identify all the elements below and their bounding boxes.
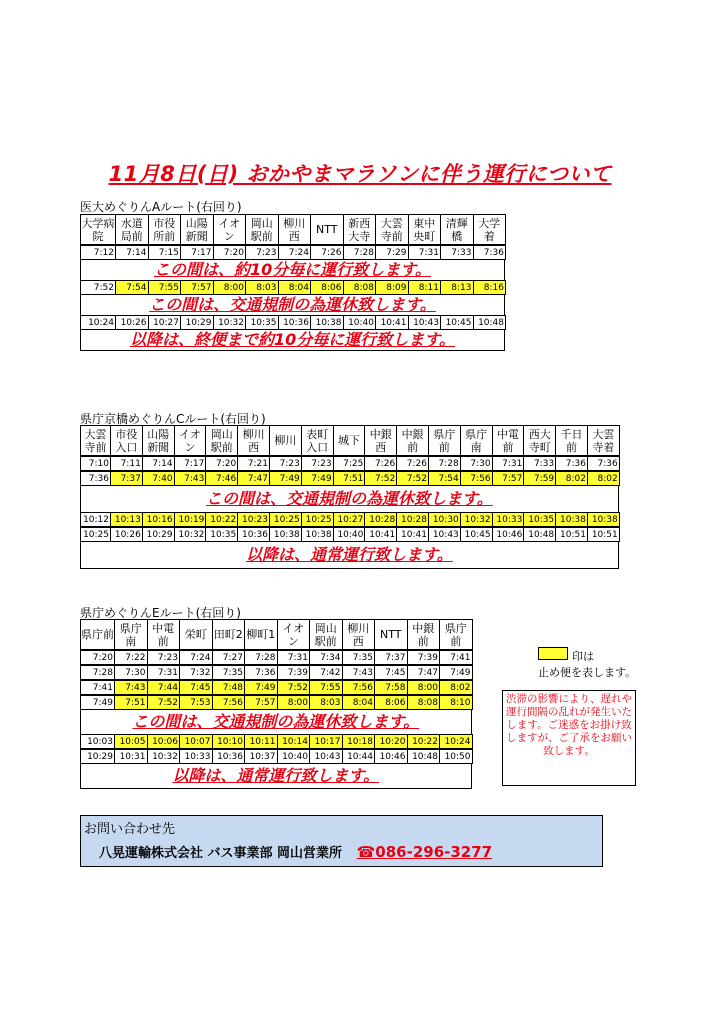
stop-header: 中銀西 — [365, 426, 397, 456]
contact-company: 八晃運輸株式会社 バス事業部 岡山営業所 — [99, 846, 343, 861]
time-cell: 7:51 — [115, 696, 148, 710]
time-cell: 10:28 — [365, 513, 397, 527]
time-cell: 10:40 — [343, 316, 376, 330]
time-cell: 7:26 — [397, 457, 429, 471]
table-row — [81, 281, 506, 295]
stop-header: 山陽新聞 — [142, 426, 174, 456]
time-cell: 7:47 — [238, 472, 270, 486]
stop-header: 市役入口 — [111, 426, 143, 456]
time-cell: 10:32 — [213, 316, 246, 330]
stop-header: 柳川西 — [342, 620, 375, 650]
time-cell: 7:26 — [311, 246, 344, 260]
time-cell: 10:43 — [408, 316, 441, 330]
time-cell: 7:37 — [375, 651, 408, 665]
time-cell: 7:52 — [81, 281, 116, 295]
table-row — [81, 513, 620, 527]
stop-header: 東中央町 — [408, 215, 441, 245]
time-cell: 7:53 — [180, 696, 213, 710]
stop-header: 大学着 — [473, 215, 506, 245]
time-cell: 10:51 — [556, 528, 588, 542]
contact-box — [80, 815, 603, 867]
time-cell: 7:31 — [277, 651, 310, 665]
stop-header: 県庁前 — [81, 620, 115, 650]
time-cell: 8:11 — [408, 281, 441, 295]
stop-header: 岡山駅前 — [246, 215, 279, 245]
time-cell: 10:12 — [81, 513, 111, 527]
time-cell: 7:51 — [333, 472, 365, 486]
time-cell: 10:07 — [180, 735, 213, 749]
table-row — [81, 316, 506, 330]
time-cell: 7:35 — [342, 651, 375, 665]
time-cell: 7:52 — [397, 472, 429, 486]
time-cell: 7:54 — [428, 472, 460, 486]
time-cell: 10:35 — [246, 316, 279, 330]
time-cell: 7:57 — [181, 281, 214, 295]
time-cell: 10:51 — [587, 528, 619, 542]
time-cell: 10:48 — [407, 750, 440, 764]
stop-header: 大雲寺前 — [376, 215, 409, 245]
time-cell: 10:40 — [277, 750, 310, 764]
time-cell: 7:28 — [245, 651, 278, 665]
time-cell: 10:43 — [310, 750, 343, 764]
stop-header: 中電前 — [147, 620, 180, 650]
time-cell: 10:36 — [212, 750, 245, 764]
time-cell: 7:42 — [310, 666, 343, 680]
schedule-note: 以降は、通常運行致します。 — [80, 764, 472, 789]
time-cell: 7:40 — [142, 472, 174, 486]
time-cell: 8:13 — [441, 281, 474, 295]
time-cell: 10:24 — [440, 735, 473, 749]
time-cell: 7:31 — [408, 246, 441, 260]
stop-header: イオン — [174, 426, 206, 456]
time-cell: 8:03 — [246, 281, 279, 295]
time-cell: 7:56 — [342, 681, 375, 695]
time-cell: 7:14 — [116, 246, 149, 260]
time-cell: 10:27 — [333, 513, 365, 527]
time-cell: 10:20 — [375, 735, 408, 749]
time-cell: 10:41 — [376, 316, 409, 330]
time-cell: 10:40 — [333, 528, 365, 542]
time-cell: 7:39 — [407, 651, 440, 665]
table-row — [81, 246, 506, 260]
time-cell: 10:05 — [115, 735, 148, 749]
time-cell: 8:06 — [375, 696, 408, 710]
time-cell: 10:38 — [301, 528, 333, 542]
time-cell: 10:38 — [587, 513, 619, 527]
stop-header: 県庁前 — [428, 426, 460, 456]
time-cell: 7:43 — [174, 472, 206, 486]
time-cell: 10:29 — [142, 528, 174, 542]
contact-phone-link[interactable] — [357, 843, 493, 861]
table-row — [81, 457, 620, 471]
time-cell: 8:00 — [213, 281, 246, 295]
time-cell: 10:13 — [111, 513, 143, 527]
time-cell: 10:45 — [441, 316, 474, 330]
time-cell: 7:27 — [212, 651, 245, 665]
time-cell: 7:45 — [180, 681, 213, 695]
time-cell: 7:41 — [440, 651, 473, 665]
delay-warning: 渋滞の影響により、遅れや運行間隔の乱れが発生いたします。ご迷惑をお掛け致しますが、ご了承をお願い致します。 — [502, 690, 636, 786]
time-cell: 10:31 — [115, 750, 148, 764]
time-cell: 7:49 — [245, 681, 278, 695]
time-cell: 7:54 — [116, 281, 149, 295]
time-cell: 10:25 — [81, 528, 111, 542]
stop-header: 田町2 — [212, 620, 245, 650]
time-cell: 7:32 — [180, 666, 213, 680]
stop-header: NTT — [311, 215, 344, 245]
time-cell: 10:32 — [460, 513, 492, 527]
contact-line — [99, 842, 492, 861]
table-row — [81, 750, 473, 764]
time-cell: 10:41 — [397, 528, 429, 542]
time-cell: 7:31 — [492, 457, 524, 471]
time-cell: 10:36 — [278, 316, 311, 330]
time-cell: 7:45 — [375, 666, 408, 680]
route-a-label: 医大めぐりんAルート(右回り) — [80, 200, 242, 214]
page-title: 11月8日(日) おかやまマラソンに伴う運行について — [108, 162, 612, 186]
time-cell: 7:23 — [269, 457, 301, 471]
schedule-note: この間は、交通規制の為運休致します。 — [80, 486, 619, 512]
time-cell: 10:33 — [180, 750, 213, 764]
time-cell: 10:29 — [181, 316, 214, 330]
table-row — [81, 651, 473, 665]
schedule-note: 以降は、通常運行致します。 — [80, 542, 619, 569]
time-cell: 10:46 — [375, 750, 408, 764]
time-cell: 10:11 — [245, 735, 278, 749]
time-cell: 7:23 — [147, 651, 180, 665]
time-cell: 7:11 — [111, 457, 143, 471]
time-cell: 8:00 — [277, 696, 310, 710]
time-cell: 7:14 — [142, 457, 174, 471]
time-cell: 10:43 — [428, 528, 460, 542]
time-cell: 7:47 — [407, 666, 440, 680]
time-cell: 10:35 — [524, 513, 556, 527]
time-cell: 10:37 — [245, 750, 278, 764]
route-c-label: 県庁京橋めぐりんCルート(右回り) — [80, 412, 266, 426]
time-cell: 7:36 — [81, 472, 111, 486]
time-cell: 10:30 — [428, 513, 460, 527]
time-cell: 7:33 — [524, 457, 556, 471]
stop-header: 柳町1 — [245, 620, 278, 650]
stop-header: 中電前 — [492, 426, 524, 456]
time-cell: 7:12 — [81, 246, 116, 260]
stop-header: 表町入口 — [301, 426, 333, 456]
time-cell: 7:28 — [343, 246, 376, 260]
time-cell: 7:52 — [147, 696, 180, 710]
time-cell: 7:24 — [278, 246, 311, 260]
time-cell: 10:27 — [148, 316, 181, 330]
time-cell: 10:33 — [492, 513, 524, 527]
time-cell: 10:14 — [277, 735, 310, 749]
stop-header: 柳川西 — [278, 215, 311, 245]
contact-phone: 086-296-3277 — [375, 843, 493, 861]
contact-heading: お問い合わせ先 — [84, 822, 176, 837]
stop-header: 水道局前 — [116, 215, 149, 245]
stop-header: 城下 — [333, 426, 365, 456]
time-cell: 7:49 — [81, 696, 115, 710]
time-cell: 10:06 — [147, 735, 180, 749]
table-row — [81, 472, 620, 486]
time-cell: 7:58 — [375, 681, 408, 695]
stop-header: 中銀前 — [397, 426, 429, 456]
time-cell: 7:52 — [277, 681, 310, 695]
stop-header: 栄町 — [180, 620, 213, 650]
time-cell: 7:36 — [473, 246, 506, 260]
table-row — [81, 696, 473, 710]
time-cell: 8:02 — [556, 472, 588, 486]
time-cell: 8:09 — [376, 281, 409, 295]
table-row — [81, 681, 473, 695]
time-cell: 10:38 — [556, 513, 588, 527]
time-cell: 8:03 — [310, 696, 343, 710]
time-cell: 7:30 — [460, 457, 492, 471]
stop-header: 岡山駅前 — [310, 620, 343, 650]
time-cell: 7:15 — [148, 246, 181, 260]
time-cell: 7:21 — [238, 457, 270, 471]
time-cell: 7:36 — [556, 457, 588, 471]
time-cell: 8:02 — [440, 681, 473, 695]
time-cell: 10:24 — [81, 316, 116, 330]
time-cell: 7:26 — [365, 457, 397, 471]
time-cell: 10:19 — [174, 513, 206, 527]
time-cell: 10:22 — [407, 735, 440, 749]
schedule-note: この間は、交通規制の為運休致します。 — [80, 710, 472, 734]
time-cell: 10:25 — [269, 513, 301, 527]
time-cell: 7:35 — [212, 666, 245, 680]
time-cell: 10:45 — [460, 528, 492, 542]
time-cell: 7:36 — [587, 457, 619, 471]
schedule-note: この間は、交通規制の為運休致します。 — [80, 295, 505, 315]
time-cell: 7:49 — [301, 472, 333, 486]
time-cell: 7:28 — [428, 457, 460, 471]
time-cell: 7:55 — [148, 281, 181, 295]
time-cell: 7:29 — [376, 246, 409, 260]
time-cell: 10:16 — [142, 513, 174, 527]
time-cell: 7:56 — [212, 696, 245, 710]
stop-header: 千日前 — [556, 426, 588, 456]
time-cell: 10:50 — [440, 750, 473, 764]
time-cell: 7:17 — [174, 457, 206, 471]
time-cell: 8:08 — [407, 696, 440, 710]
stop-header: NTT — [375, 620, 408, 650]
stop-header: 岡山駅前 — [206, 426, 238, 456]
table-row — [81, 528, 620, 542]
stop-header: イオン — [213, 215, 246, 245]
stop-header: 清輝橋 — [441, 215, 474, 245]
time-cell: 7:43 — [115, 681, 148, 695]
stop-header: 新西大寺 — [343, 215, 376, 245]
time-cell: 7:23 — [246, 246, 279, 260]
time-cell: 10:38 — [269, 528, 301, 542]
time-cell: 7:44 — [147, 681, 180, 695]
time-cell: 7:34 — [310, 651, 343, 665]
time-cell: 7:39 — [277, 666, 310, 680]
time-cell: 10:41 — [365, 528, 397, 542]
schedule-note: 以降は、終便まで約10分毎に運行致します。 — [80, 330, 505, 351]
time-cell: 7:55 — [310, 681, 343, 695]
time-cell: 10:48 — [473, 316, 506, 330]
time-cell: 10:32 — [147, 750, 180, 764]
time-cell: 10:35 — [206, 528, 238, 542]
route-e-label: 県庁めぐりんEルート(右回り) — [80, 606, 241, 620]
time-cell: 10:48 — [524, 528, 556, 542]
time-cell: 7:31 — [147, 666, 180, 680]
time-cell: 10:17 — [310, 735, 343, 749]
time-cell: 8:04 — [278, 281, 311, 295]
time-cell: 7:17 — [181, 246, 214, 260]
time-cell: 7:25 — [333, 457, 365, 471]
schedule-note: この間は、約10分毎に運行致します。 — [80, 260, 505, 280]
time-cell: 7:56 — [460, 472, 492, 486]
time-cell: 8:00 — [407, 681, 440, 695]
time-cell: 7:43 — [342, 666, 375, 680]
time-cell: 7:33 — [441, 246, 474, 260]
legend-description: 止め便を表します。 — [538, 666, 637, 679]
time-cell: 10:28 — [397, 513, 429, 527]
time-cell: 10:03 — [81, 735, 115, 749]
stop-header: 大学病院 — [81, 216, 115, 243]
stop-header: 柳川 — [269, 426, 301, 456]
time-cell: 7:36 — [245, 666, 278, 680]
time-cell: 10:38 — [311, 316, 344, 330]
table-row — [81, 666, 473, 680]
stop-header: 山陽新聞 — [181, 215, 214, 245]
time-cell: 7:49 — [440, 666, 473, 680]
time-cell: 7:46 — [206, 472, 238, 486]
time-cell: 7:37 — [111, 472, 143, 486]
time-cell: 10:29 — [81, 750, 115, 764]
stop-header: 西大寺町 — [524, 426, 556, 456]
time-cell: 7:57 — [245, 696, 278, 710]
time-cell: 7:23 — [301, 457, 333, 471]
time-cell: 7:10 — [81, 457, 111, 471]
table-row — [81, 735, 473, 749]
time-cell: 10:18 — [342, 735, 375, 749]
stop-header: 県庁前 — [440, 620, 473, 650]
time-cell: 8:16 — [473, 281, 506, 295]
time-cell: 8:08 — [343, 281, 376, 295]
time-cell: 10:22 — [206, 513, 238, 527]
time-cell: 10:25 — [301, 513, 333, 527]
time-cell: 7:20 — [206, 457, 238, 471]
time-cell: 10:26 — [111, 528, 143, 542]
legend-mark-label: 印は — [572, 650, 594, 663]
time-cell: 7:20 — [213, 246, 246, 260]
time-cell: 10:32 — [174, 528, 206, 542]
route-c-timetable — [80, 425, 619, 569]
stop-header: イオン — [277, 620, 310, 650]
stop-header: 中銀前 — [407, 620, 440, 650]
time-cell: 8:10 — [440, 696, 473, 710]
phone-icon: ☎ — [356, 843, 376, 861]
stop-header: 市役所前 — [148, 215, 181, 245]
stop-header: 大雲寺着 — [587, 426, 619, 456]
time-cell: 7:48 — [212, 681, 245, 695]
stop-header: 大雲寺前 — [81, 426, 111, 456]
stop-header: 県庁南 — [460, 426, 492, 456]
time-cell: 7:24 — [180, 651, 213, 665]
time-cell: 8:06 — [311, 281, 344, 295]
time-cell: 7:30 — [115, 666, 148, 680]
route-a-timetable — [80, 214, 505, 351]
time-cell: 7:59 — [524, 472, 556, 486]
route-e-timetable — [80, 619, 472, 789]
time-cell: 10:10 — [212, 735, 245, 749]
stop-header: 柳川西 — [238, 426, 270, 456]
time-cell: 10:26 — [116, 316, 149, 330]
time-cell: 10:36 — [238, 528, 270, 542]
time-cell: 7:49 — [269, 472, 301, 486]
time-cell: 10:23 — [238, 513, 270, 527]
time-cell: 8:02 — [587, 472, 619, 486]
time-cell: 10:46 — [492, 528, 524, 542]
time-cell: 8:04 — [342, 696, 375, 710]
time-cell: 7:22 — [115, 651, 148, 665]
time-cell: 7:57 — [492, 472, 524, 486]
legend-highlight-swatch — [538, 647, 568, 660]
time-cell: 7:20 — [81, 651, 115, 665]
time-cell: 7:41 — [81, 681, 115, 695]
time-cell: 7:52 — [365, 472, 397, 486]
time-cell: 7:28 — [81, 666, 115, 680]
time-cell: 10:44 — [342, 750, 375, 764]
stop-header: 県庁南 — [115, 620, 148, 650]
